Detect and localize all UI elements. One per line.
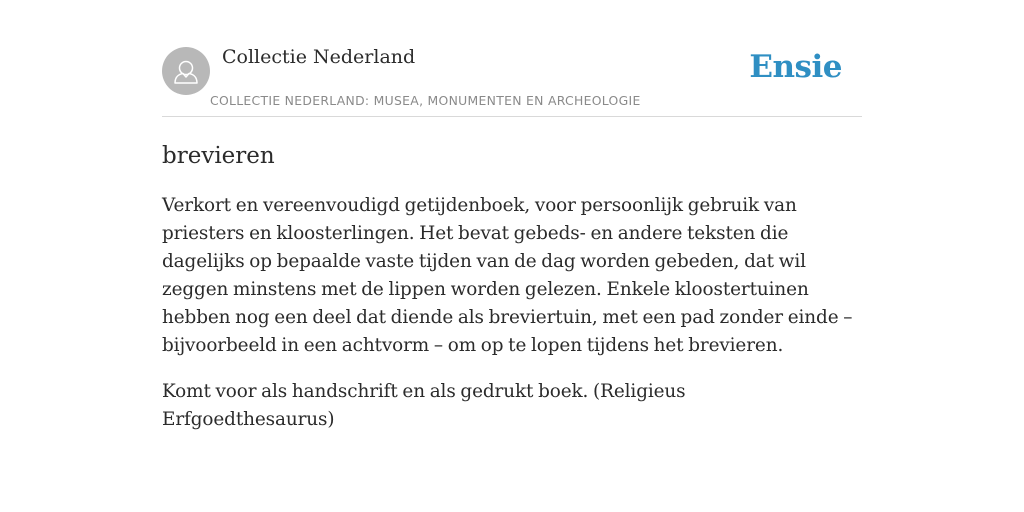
entry-paragraph: Komt voor als handschrift en als gedrukt boek. (Religieus Erfgoedthesaurus) xyxy=(162,381,686,430)
entry-paragraph: Verkort en vereenvoudigd getijdenboek, voor persoonlijk gebruik van priesters en kloosterlingen. Het bevat gebeds- en andere teksten die dagelijks op bepaalde vaste tijden van de dag worden gebeden, dat wil zeggen minstens met de lippen worden gelezen. Enkele kloostertuinen hebben nog een deel dat diende als breviertuin, met een pad zonder einde – bijvoorbeeld in een achtvorm – om op te lopen tijdens het brevieren. xyxy=(162,195,853,356)
avatar[interactable] xyxy=(162,47,210,95)
source-link[interactable]: COLLECTIE NEDERLAND: MUSEA, MONUMENTEN EN ARCHEOLOGIE xyxy=(210,93,641,108)
entry-header xyxy=(162,0,862,117)
entry-title: brevieren xyxy=(162,143,275,169)
user-silhouette-icon xyxy=(162,47,210,95)
brand-logo[interactable]: Ensie xyxy=(749,49,842,85)
entry-card xyxy=(162,0,862,434)
author-link[interactable]: Collectie Nederland xyxy=(222,46,416,68)
